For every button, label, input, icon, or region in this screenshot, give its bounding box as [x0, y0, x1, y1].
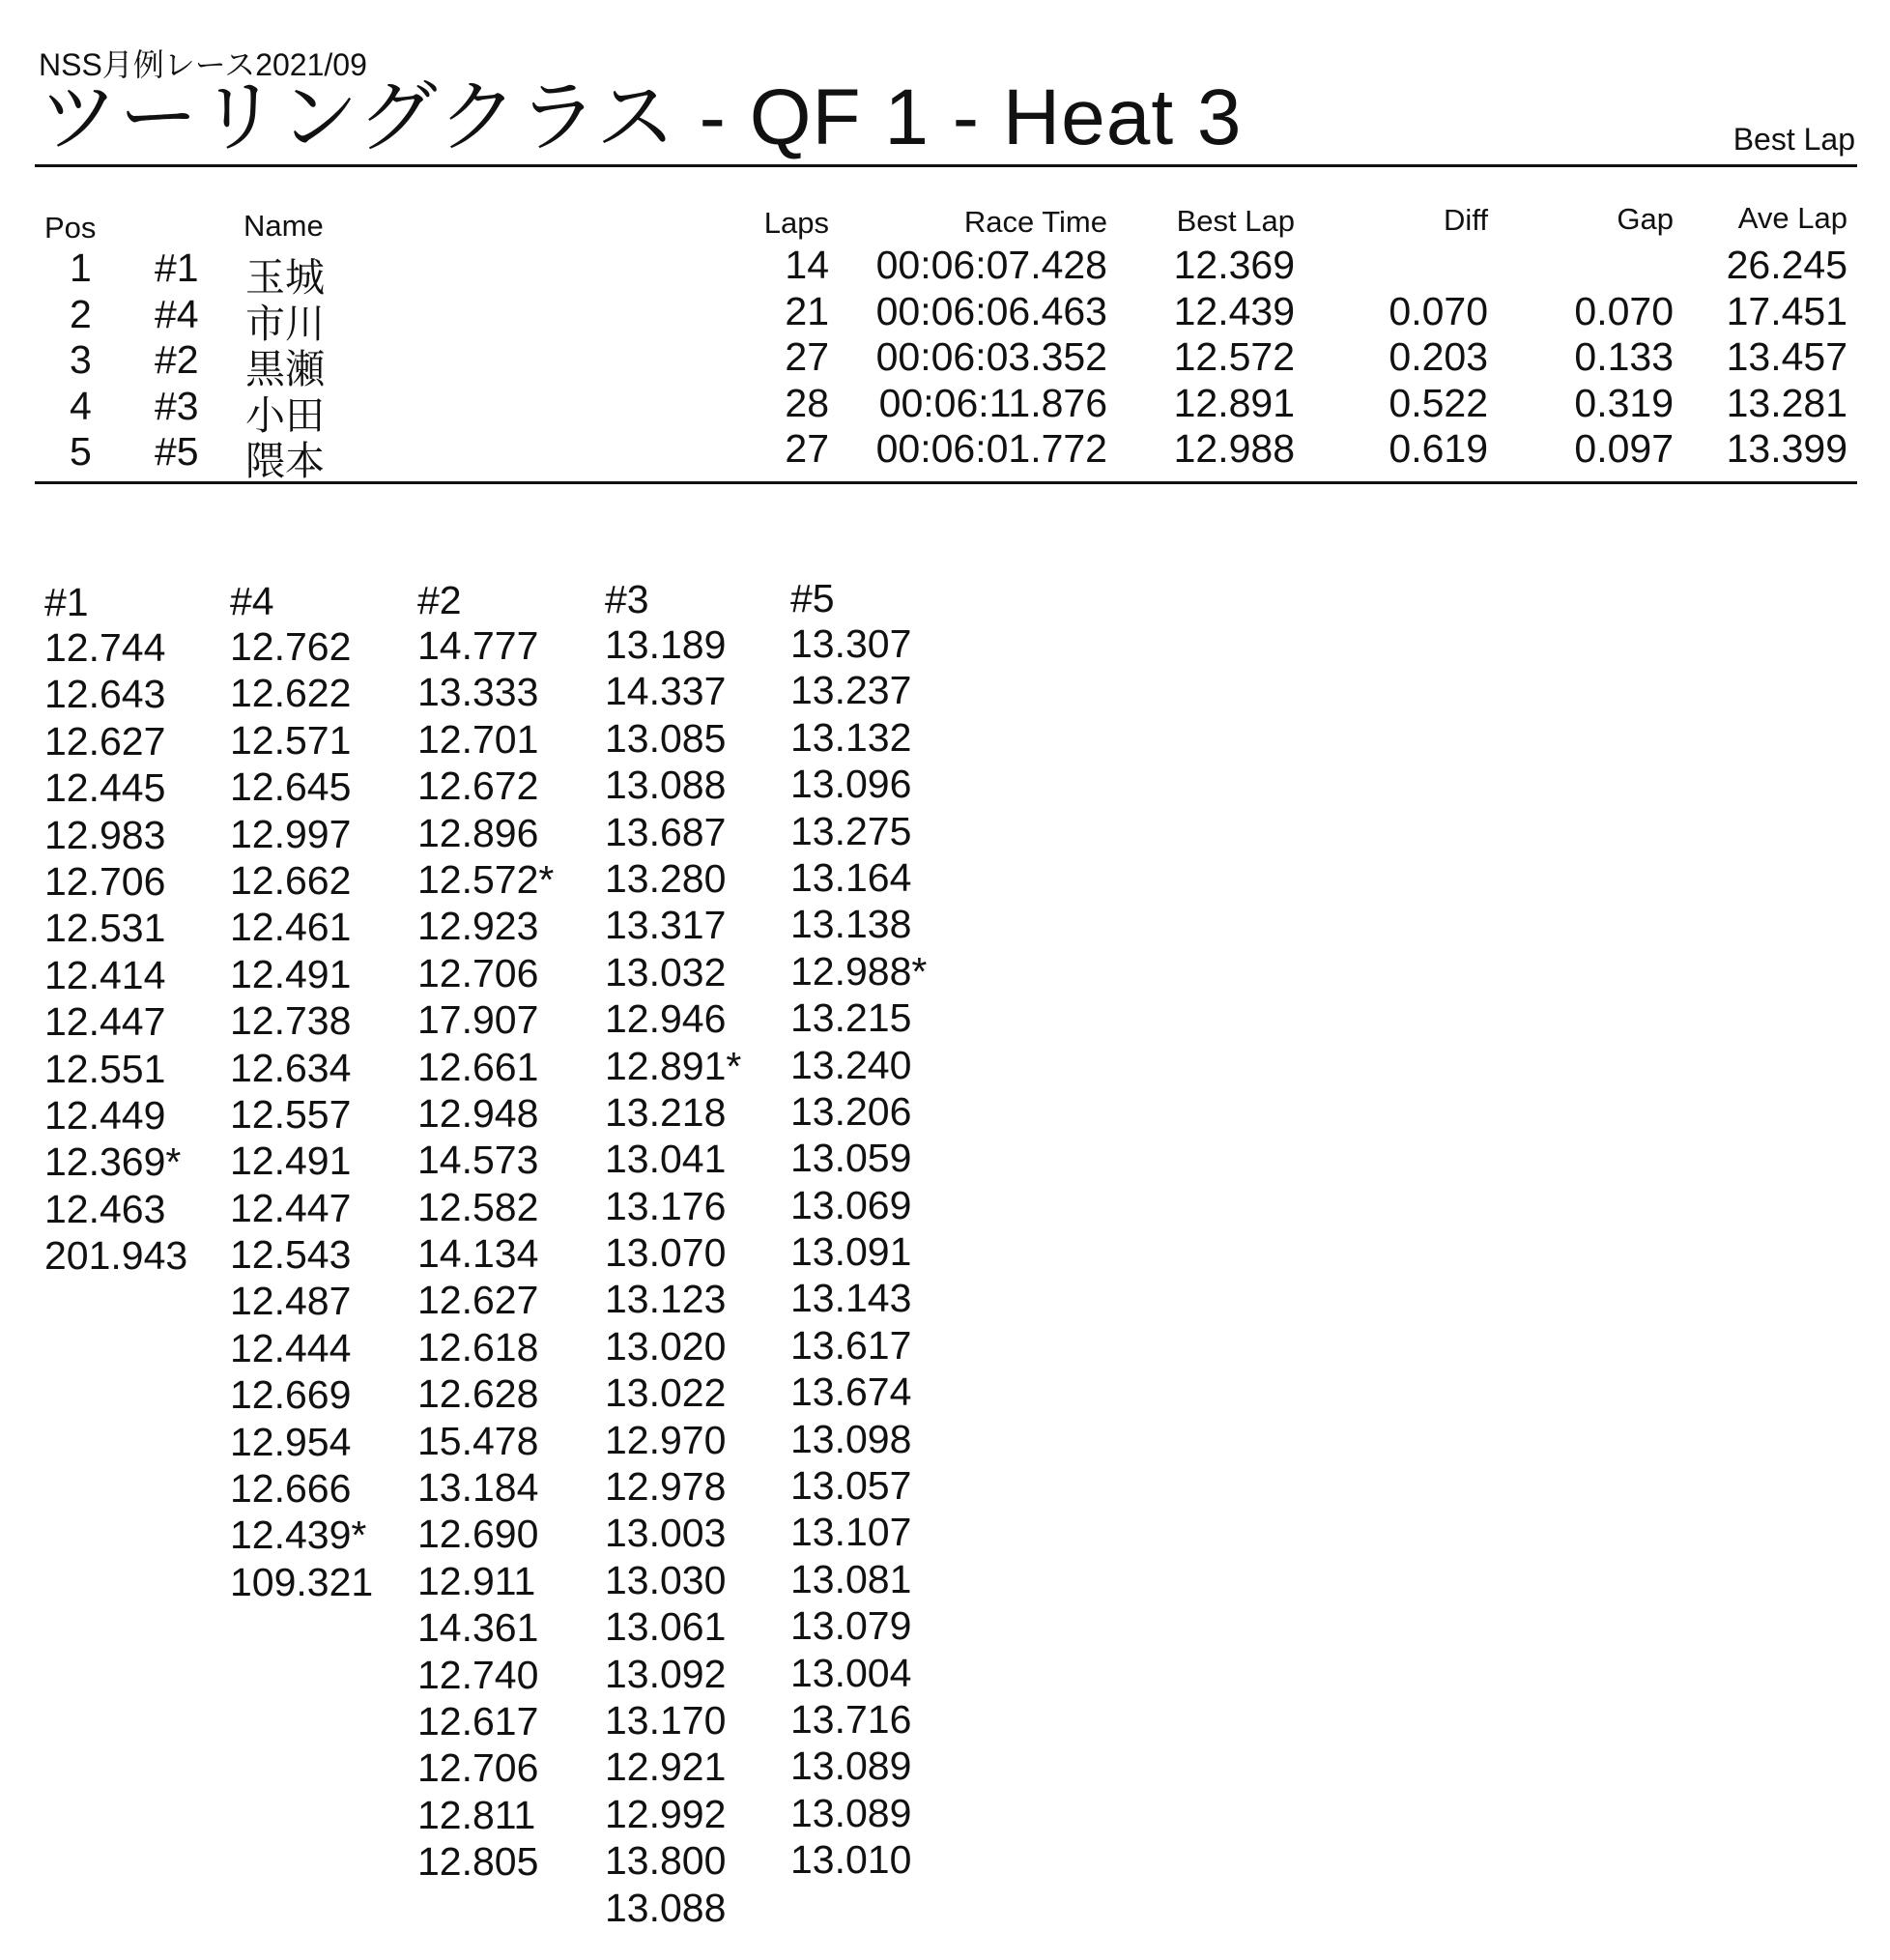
lap-column-header: #3 — [605, 577, 649, 621]
lap-time: 12.992 — [605, 1791, 727, 1836]
lap-time: 13.189 — [605, 622, 727, 667]
lap-time: 12.762 — [230, 624, 352, 669]
lap-time: 17.907 — [417, 997, 539, 1043]
cell-pos: 2 — [70, 291, 92, 336]
cell-laps: 21 — [785, 288, 829, 333]
lap-time: 15.478 — [417, 1418, 539, 1463]
col-header-gap: Gap — [1617, 202, 1674, 236]
cell-race-time: 00:06:07.428 — [875, 243, 1107, 287]
lap-time: 13.089 — [790, 1744, 912, 1789]
col-header-laps: Laps — [763, 206, 829, 240]
lap-time: 12.669 — [230, 1372, 352, 1418]
lap-time: 13.091 — [790, 1229, 912, 1275]
lap-time: 12.666 — [230, 1466, 352, 1512]
lap-time: 13.089 — [790, 1790, 912, 1835]
lap-time: 13.164 — [790, 854, 912, 900]
lap-time: 13.218 — [605, 1089, 727, 1135]
cell-car: #5 — [155, 429, 199, 474]
lap-time: 13.081 — [790, 1556, 912, 1601]
lap-time: 12.983 — [44, 812, 166, 857]
lap-time: 12.618 — [417, 1324, 539, 1369]
lap-column — [605, 621, 741, 1931]
col-header-pos: Pos — [44, 211, 97, 245]
lap-time: 13.184 — [417, 1465, 539, 1511]
cell-ave-lap: 13.457 — [1726, 334, 1847, 379]
cell-name: 黒瀬 — [245, 347, 325, 391]
lap-time: 12.634 — [230, 1045, 352, 1090]
lap-time: 12.449 — [44, 1092, 166, 1138]
lap-time: 13.674 — [790, 1369, 912, 1415]
cell-car: #2 — [155, 337, 199, 382]
lap-time: 12.557 — [230, 1091, 352, 1137]
lap-time: 13.143 — [790, 1276, 912, 1321]
cell-pos: 3 — [70, 337, 92, 382]
cell-gap: 0.133 — [1574, 334, 1674, 379]
lap-time: 12.811 — [417, 1792, 536, 1837]
lap-time: 14.134 — [417, 1231, 539, 1277]
cell-diff: 0.070 — [1389, 288, 1488, 333]
cell-laps: 27 — [785, 334, 829, 379]
cell-best-lap: 12.572 — [1173, 334, 1295, 379]
cell-diff: 0.619 — [1389, 426, 1488, 471]
page-title: ツーリングクラス - QF 1 - Heat 3 — [39, 73, 1243, 161]
lap-time: 13.280 — [605, 855, 727, 901]
cell-best-lap: 12.369 — [1173, 243, 1295, 287]
lap-time: 13.069 — [790, 1182, 912, 1227]
lap-time: 12.617 — [417, 1698, 539, 1744]
lap-time: 13.237 — [790, 668, 912, 713]
cell-race-time: 00:06:03.352 — [875, 334, 1107, 379]
lap-time: 12.369* — [44, 1139, 182, 1185]
cell-pos: 1 — [70, 245, 92, 290]
col-header-race-time: Race Time — [963, 205, 1107, 239]
lap-time: 14.337 — [605, 669, 727, 714]
lap-column — [417, 622, 554, 1886]
lap-time: 13.057 — [790, 1463, 912, 1509]
cell-diff: 0.203 — [1389, 334, 1488, 379]
lap-time: 12.921 — [605, 1744, 727, 1790]
lap-time: 12.988* — [790, 948, 928, 994]
lap-time: 12.948 — [417, 1090, 539, 1136]
lap-time: 12.463 — [44, 1186, 166, 1231]
lap-time: 12.661 — [417, 1044, 539, 1089]
bottom-divider — [35, 481, 1857, 484]
lap-time: 13.123 — [605, 1277, 727, 1322]
col-header-diff: Diff — [1444, 203, 1488, 237]
cell-car: #3 — [155, 383, 199, 428]
lap-time: 13.059 — [790, 1136, 912, 1181]
lap-time: 12.997 — [230, 811, 352, 856]
cell-ave-lap: 13.399 — [1726, 426, 1847, 471]
cell-ave-lap: 26.245 — [1726, 243, 1847, 287]
lap-column-header: #1 — [44, 580, 89, 624]
lap-time: 13.061 — [605, 1604, 727, 1650]
cell-diff: 0.522 — [1389, 380, 1488, 425]
lap-column-header: #5 — [790, 576, 835, 620]
lap-time: 12.551 — [44, 1046, 166, 1091]
col-header-name: Name — [243, 209, 324, 243]
cell-name: 市川 — [245, 301, 325, 346]
lap-time: 12.805 — [417, 1839, 539, 1885]
cell-laps: 28 — [785, 380, 829, 425]
lap-time: 12.445 — [44, 765, 166, 811]
lap-time: 12.954 — [230, 1419, 352, 1464]
cell-best-lap: 12.439 — [1173, 288, 1295, 333]
event-subtitle: NSS月例レース2021/09 — [39, 47, 367, 82]
lap-time: 12.740 — [417, 1652, 539, 1697]
cell-race-time: 00:06:11.876 — [878, 380, 1107, 425]
lap-time: 13.132 — [790, 714, 912, 760]
cell-gap: 0.070 — [1574, 288, 1674, 333]
lap-time: 12.701 — [417, 716, 539, 762]
lap-time: 12.444 — [230, 1325, 352, 1370]
lap-time: 12.627 — [417, 1278, 539, 1323]
cell-pos: 4 — [70, 383, 92, 428]
lap-time: 14.573 — [417, 1138, 539, 1183]
top-divider — [35, 164, 1857, 167]
lap-time: 12.543 — [230, 1232, 352, 1278]
lap-time: 12.923 — [417, 904, 539, 949]
lap-time: 13.240 — [790, 1042, 912, 1087]
cell-gap: 0.097 — [1574, 426, 1674, 471]
lap-time: 12.461 — [230, 905, 352, 950]
lap-time: 12.531 — [44, 906, 166, 951]
cell-race-time: 00:06:01.772 — [875, 426, 1107, 471]
lap-time: 13.275 — [790, 808, 912, 853]
lap-time: 13.176 — [605, 1183, 727, 1228]
lap-column-header: #2 — [417, 578, 462, 622]
cell-gap: 0.319 — [1574, 380, 1674, 425]
cell-laps: 27 — [785, 426, 829, 471]
lap-column — [230, 623, 373, 1605]
lap-time: 12.911 — [417, 1558, 536, 1603]
lap-time: 13.088 — [605, 1885, 727, 1930]
lap-time: 13.107 — [790, 1510, 912, 1555]
lap-time: 12.491 — [230, 1139, 352, 1184]
lap-column — [44, 624, 187, 1279]
lap-time: 12.622 — [230, 671, 352, 716]
lap-time: 12.706 — [44, 858, 166, 904]
lap-time: 14.361 — [417, 1605, 539, 1651]
lap-time: 12.414 — [44, 952, 166, 997]
lap-time: 12.447 — [44, 999, 166, 1045]
cell-name: 小田 — [245, 392, 325, 438]
lap-time: 13.088 — [605, 763, 727, 808]
cell-ave-lap: 17.451 — [1726, 288, 1847, 333]
lap-time: 12.690 — [417, 1512, 539, 1557]
lap-time: 12.891* — [605, 1043, 742, 1088]
lap-time: 12.628 — [417, 1371, 539, 1417]
cell-name: 隈本 — [245, 439, 325, 483]
cell-car: #4 — [155, 291, 199, 336]
lap-time: 13.800 — [605, 1838, 727, 1884]
lap-time: 12.645 — [230, 764, 352, 810]
lap-time: 13.003 — [605, 1511, 727, 1556]
lap-column — [790, 620, 927, 1884]
cell-pos: 5 — [70, 429, 92, 474]
lap-time: 13.206 — [790, 1088, 912, 1134]
lap-time: 12.572* — [417, 856, 555, 902]
lap-time: 13.085 — [605, 715, 727, 761]
lap-time: 12.582 — [417, 1184, 539, 1229]
cell-best-lap: 12.988 — [1173, 426, 1295, 471]
col-header-ave-lap: Ave Lap — [1737, 201, 1847, 235]
lap-time: 12.978 — [605, 1464, 727, 1510]
lap-time: 12.643 — [44, 672, 166, 717]
lap-time: 13.333 — [417, 670, 539, 715]
lap-time: 12.672 — [417, 764, 539, 809]
lap-time: 12.744 — [44, 625, 166, 670]
cell-race-time: 00:06:06.463 — [875, 288, 1107, 333]
lap-time: 109.321 — [230, 1559, 374, 1604]
lap-time: 12.738 — [230, 998, 352, 1044]
lap-time: 12.946 — [605, 996, 727, 1042]
cell-name: 玉城 — [245, 255, 325, 300]
lap-time: 12.491 — [230, 951, 352, 996]
lap-time: 13.022 — [605, 1370, 727, 1416]
lap-time: 13.041 — [605, 1137, 727, 1182]
lap-time: 14.777 — [417, 623, 539, 668]
lap-time: 13.716 — [790, 1696, 912, 1742]
lap-time: 13.079 — [790, 1603, 912, 1649]
lap-time: 13.010 — [790, 1837, 912, 1883]
lap-time: 13.138 — [790, 902, 912, 947]
lap-time: 12.571 — [230, 717, 352, 763]
lap-time: 13.030 — [605, 1557, 727, 1602]
lap-time: 12.706 — [417, 950, 539, 995]
lap-time: 12.662 — [230, 857, 352, 903]
lap-time: 13.617 — [790, 1322, 912, 1368]
lap-time: 201.943 — [44, 1233, 188, 1279]
lap-time: 13.170 — [605, 1697, 727, 1743]
cell-ave-lap: 13.281 — [1726, 380, 1847, 425]
lap-time: 12.706 — [417, 1745, 539, 1791]
cell-laps: 14 — [785, 243, 829, 287]
lap-time: 12.439* — [230, 1513, 367, 1558]
lap-time: 13.215 — [790, 995, 912, 1041]
lap-time: 13.004 — [790, 1650, 912, 1695]
lap-time: 12.487 — [230, 1279, 352, 1324]
lap-time: 13.020 — [605, 1323, 727, 1369]
lap-time: 13.317 — [605, 903, 727, 948]
lap-time: 12.447 — [230, 1185, 352, 1230]
sort-label: Best Lap — [1732, 122, 1855, 157]
lap-time: 13.032 — [605, 949, 727, 994]
lap-time: 13.687 — [605, 809, 727, 854]
lap-column-header: #4 — [230, 579, 274, 623]
cell-best-lap: 12.891 — [1173, 380, 1295, 425]
lap-time: 13.307 — [790, 621, 912, 666]
lap-time: 13.092 — [605, 1651, 727, 1696]
lap-time: 13.096 — [790, 762, 912, 807]
lap-time: 12.896 — [417, 810, 539, 855]
lap-time: 13.098 — [790, 1416, 912, 1461]
col-header-best-lap: Best Lap — [1176, 204, 1295, 238]
lap-time: 12.627 — [44, 718, 166, 764]
lap-time: 13.070 — [605, 1230, 727, 1276]
cell-car: #1 — [155, 245, 199, 290]
lap-time: 12.970 — [605, 1417, 727, 1462]
